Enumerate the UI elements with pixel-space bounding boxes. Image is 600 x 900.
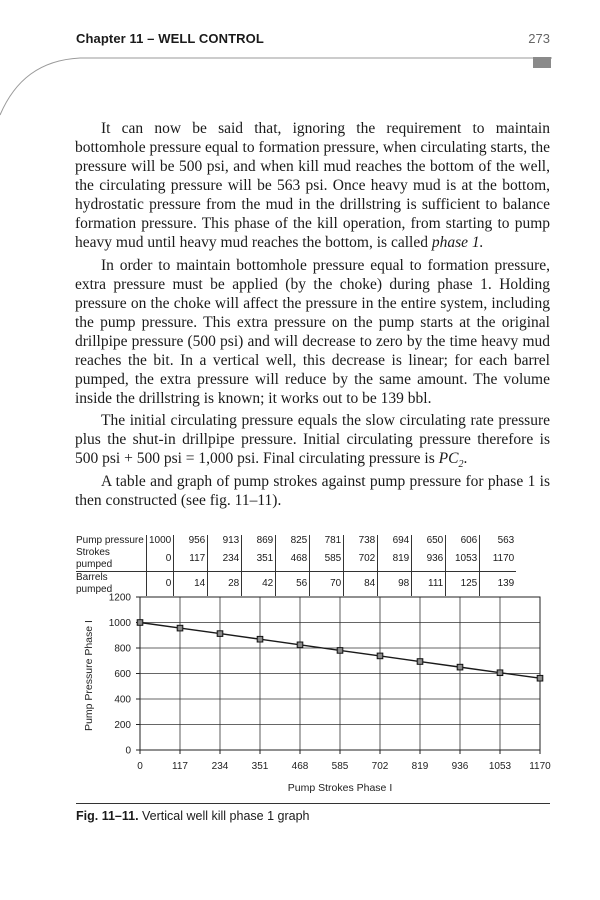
figure-caption-text: Vertical well kill phase 1 graph [138, 809, 310, 823]
y-tick-label: 200 [114, 720, 131, 731]
x-tick-label: 819 [411, 761, 429, 772]
table-cell: 84 [344, 572, 378, 597]
data-point [137, 620, 143, 626]
table-cell: 98 [378, 572, 412, 597]
table-cell: 694 [378, 535, 412, 547]
x-tick-label: 351 [251, 761, 269, 772]
table-cell: 351 [242, 547, 276, 572]
table-cell: 781 [310, 535, 344, 547]
figure-label: Fig. 11–11. [76, 809, 139, 823]
x-tick-label: 702 [371, 761, 389, 772]
y-tick-label: 1000 [108, 618, 131, 629]
figure-caption [76, 809, 309, 823]
table-cell: 738 [344, 535, 378, 547]
table-cell: 1000 [147, 535, 174, 547]
y-tick-label: 0 [125, 745, 131, 757]
data-point [497, 670, 503, 676]
table-cell: 869 [242, 535, 276, 547]
x-tick-label: 936 [451, 761, 469, 772]
x-axis-label: Pump Strokes Phase I [287, 782, 393, 794]
table-cell: 606 [446, 535, 480, 547]
table-cell: 1170 [480, 547, 517, 572]
data-point [217, 631, 223, 637]
table-cell: 139 [497, 578, 515, 589]
y-tick-label: 400 [114, 694, 131, 706]
table-cell: 28 [208, 572, 242, 597]
table-cell: 0 [147, 547, 174, 572]
paragraph-2-text: In order to maintain bottomhole pressure equal to formation pressure, extra pressure must be applied (by the choke) during phase 1. Holding pressure on the choke will affect the pressure in the entire system, including the pump pressure. This extra pressure on the pump starts at the original drillpipe pressure (500 psi) and will decrease to zero by the time heavy mud reaches the bit. In a vertical well, this decrease is linear; for each barrel pumped, the extra pressure will reduce by the same amount. The volume inside the drillstring is known; it works out to be 139 bbl. [75, 257, 550, 407]
table-cell: 819 [378, 547, 412, 572]
table-cell: 936 [412, 547, 446, 572]
x-tick-label: 1170 [529, 761, 551, 772]
table-cell: 70 [310, 572, 344, 597]
table-cell: 111 [412, 572, 446, 597]
table-row-label: Barrels pumped [76, 572, 113, 595]
x-tick-label: 1053 [488, 761, 512, 772]
data-point [537, 675, 543, 681]
table-cell: 913 [208, 535, 242, 547]
paragraph-4-text: A table and graph of pump strokes against pump pressure for phase 1 is then constructed (see fig. 11–11). [75, 473, 550, 509]
paragraph-1-text: It can now be said that, ignoring the requirement to maintain bottomhole pressure equal to formation pressure, when circulating starts, the pressure will be 500 psi, and when kill mud reaches the bottom of the well, the circulating pressure will be 563 psi. Once heavy mud is at the bottom, hydrostatic pressure from the mud in the drillstring is sufficient to balance formation pressure. This phase of the kill operation, from starting to pump heavy mud until heavy mud reaches the bottom, is called [75, 120, 550, 251]
data-point [297, 642, 303, 648]
running-header-chapter: Chapter 11 – WELL CONTROL [76, 31, 264, 46]
table-cell: 956 [174, 535, 208, 547]
data-point [457, 664, 463, 670]
table-row-label: Strokes pumped [76, 547, 147, 572]
table-cell: 825 [276, 535, 310, 547]
phase-1-term: phase 1. [431, 234, 484, 251]
y-tick-label: 800 [114, 643, 131, 655]
y-tick-label: 600 [114, 669, 131, 680]
data-point [337, 648, 343, 654]
table-cell: 42 [242, 572, 276, 597]
table-cell: 117 [174, 547, 208, 572]
x-tick-label: 468 [291, 761, 309, 772]
x-tick-label: 234 [211, 761, 229, 772]
x-tick-label: 117 [172, 761, 188, 772]
table-cell: 125 [446, 572, 480, 597]
y-axis-label: Pump Pressure Phase I [83, 620, 95, 731]
paragraph-3-text: The initial circulating pressure equals the slow circulating rate pressure plus the shut-in drillpipe pressure. Initial circulating pressure therefore is 500 psi + 500 psi = 1,000 psi. Final circulating pressure is [75, 412, 550, 467]
table-cell: 650 [412, 535, 446, 547]
table-cell: 563 [497, 535, 515, 546]
table-cell: 1053 [446, 547, 480, 572]
x-tick-label: 585 [331, 761, 349, 772]
data-point [417, 659, 423, 665]
y-tick-label: 1200 [108, 592, 131, 604]
table-cell: 585 [310, 547, 344, 572]
table-cell: 234 [208, 547, 242, 572]
table-cell: 702 [344, 547, 378, 572]
table-cell: 56 [276, 572, 310, 597]
table-cell: 14 [174, 572, 208, 597]
page-number: 273 [528, 31, 550, 46]
x-tick-label: 0 [137, 761, 143, 772]
data-point [177, 625, 183, 631]
table-cell: 0 [147, 572, 174, 597]
paragraph-3: The initial circulating pressure equals the slow circulating rate pressure plus the shut-in drillpipe pressure. Initial circulating pressure therefore is 500 psi + 500 psi = 1,000 psi. Final circulating pressure is $PC_2$. [75, 412, 550, 471]
table-row-label: Pump pressure [76, 535, 144, 546]
data-point [377, 653, 383, 659]
data-point [257, 636, 263, 642]
pc2-symbol: $PC_2$ [438, 450, 464, 471]
caption-rule [76, 803, 550, 804]
table-cell: 468 [276, 547, 310, 572]
